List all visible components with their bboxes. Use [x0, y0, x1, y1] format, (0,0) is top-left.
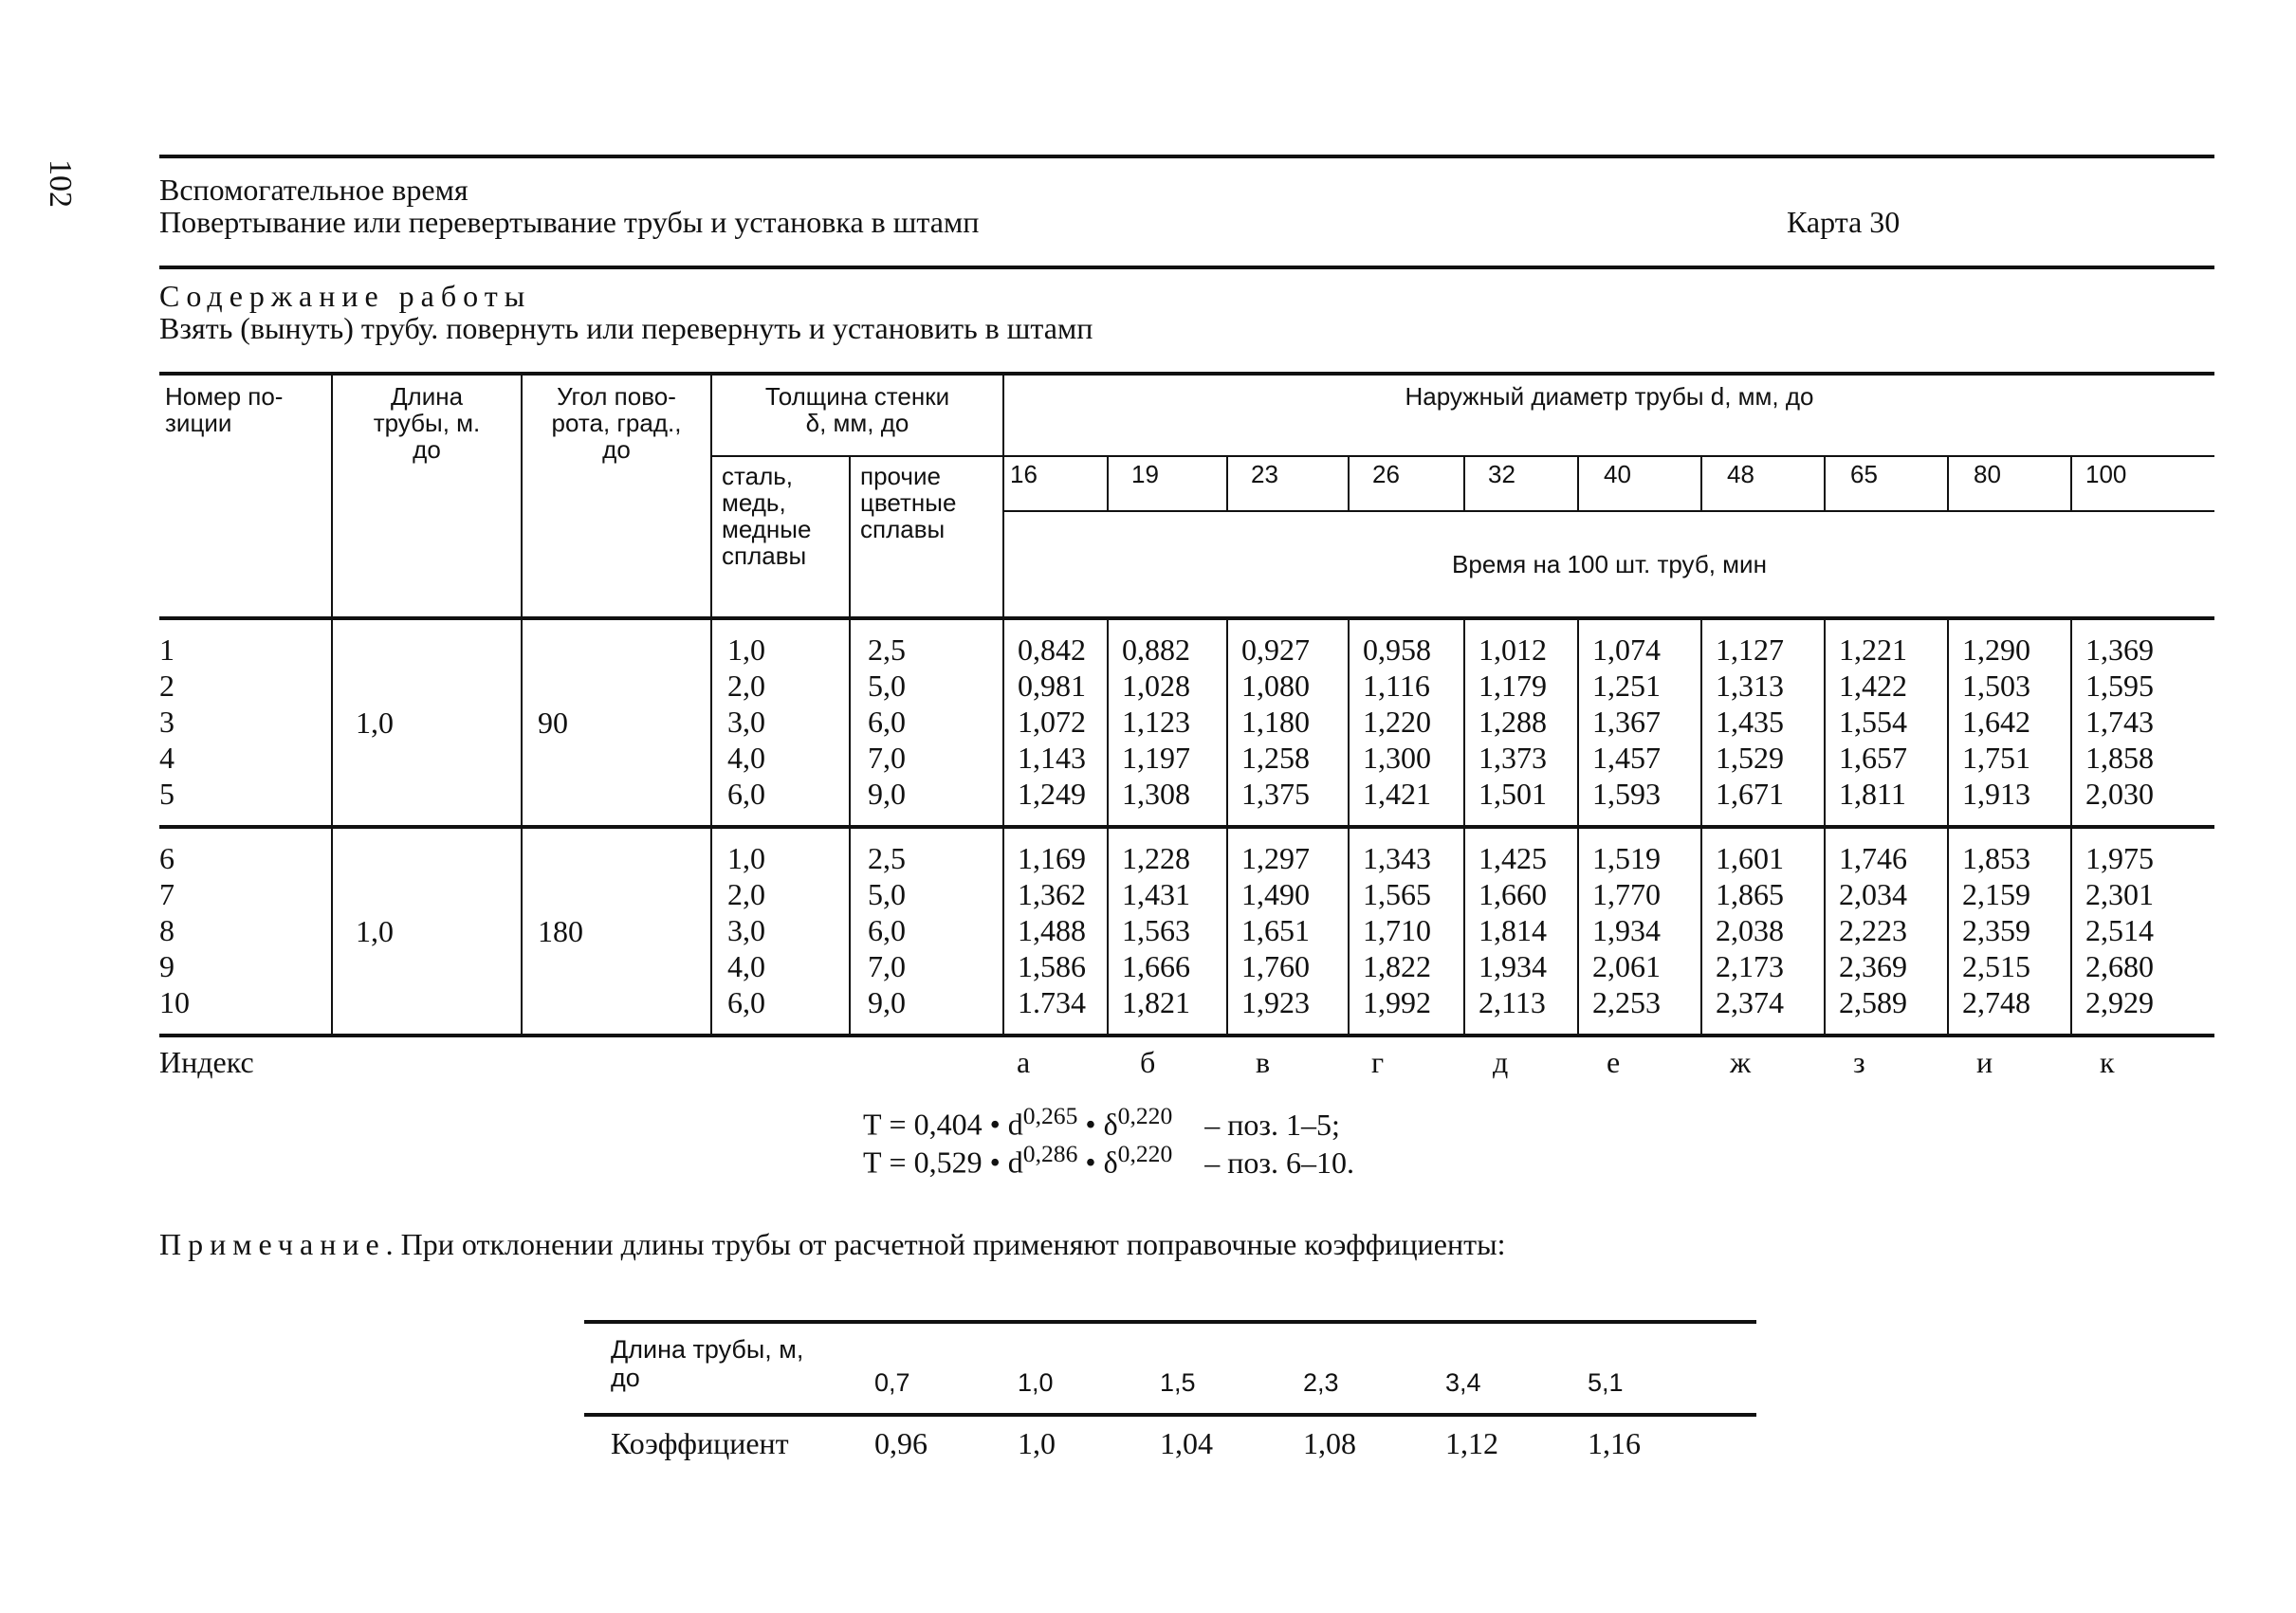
time-value-cell: 1,601 1,865 2,038 2,173 2,374 — [1701, 827, 1825, 1036]
time-value-cell: 1,746 2,034 2,223 2,369 2,589 — [1825, 827, 1948, 1036]
coef-rule-mid — [584, 1413, 1756, 1417]
diam-100: 100 — [2071, 456, 2214, 511]
coef-length-value: 2,3 — [1303, 1368, 1339, 1397]
diam-40: 40 — [1578, 456, 1701, 511]
coef-rule-top — [584, 1320, 1756, 1324]
header-rule — [159, 266, 2214, 269]
time-value-cell: 1,012 1,179 1,288 1,373 1,501 — [1464, 618, 1578, 827]
time-value-cell: 1,853 2,159 2,359 2,515 2,748 — [1948, 827, 2071, 1036]
index-cell: г — [1349, 1036, 1464, 1091]
diam-26: 26 — [1349, 456, 1464, 511]
time-value-cell: 1,343 1,565 1,710 1,822 1,992 — [1349, 827, 1464, 1036]
coef-label: Коэффициент — [611, 1426, 789, 1460]
coef-length-value: 1,5 — [1160, 1368, 1196, 1397]
top-rule — [159, 155, 2214, 158]
formula-exp-delta: 0,220 — [1117, 1102, 1173, 1129]
coef-value: 0,96 — [874, 1426, 928, 1460]
diam-65: 65 — [1825, 456, 1948, 511]
length-cell: 1,0 — [332, 618, 522, 827]
time-value-cell: 1,425 1,660 1,814 1,934 2,113 — [1464, 827, 1578, 1036]
col-angle: Угол пово- рота, град., до — [522, 374, 711, 618]
formula-2 — [863, 1140, 1354, 1181]
time-value-cell: 1,074 1,251 1,367 1,457 1,593 — [1578, 618, 1701, 827]
note-label: Примечание — [159, 1227, 386, 1261]
formula-exp-d: 0,286 — [1022, 1140, 1078, 1167]
diam-23: 23 — [1227, 456, 1349, 511]
diam-16: 16 — [1003, 456, 1108, 511]
coef-length-value: 1,0 — [1018, 1368, 1054, 1397]
coef-length-value: 3,4 — [1445, 1368, 1481, 1397]
index-cell: д — [1464, 1036, 1578, 1091]
col-length: Длина трубы, м. до — [332, 374, 522, 618]
position-cell: 6 7 8 9 10 — [159, 827, 332, 1036]
index-label: Индекс — [159, 1036, 332, 1091]
time-value-cell: 0,958 1,116 1,220 1,300 1,421 — [1349, 618, 1464, 827]
table-body — [159, 618, 2214, 1036]
col-other-alloys: прочие цветные сплавы — [850, 456, 1003, 618]
time-label: Время на 100 шт. труб, мин — [1003, 511, 2214, 618]
index-cell: з — [1825, 1036, 1948, 1091]
index-cell: б — [1108, 1036, 1227, 1091]
coef-value: 1,12 — [1445, 1426, 1498, 1460]
other-thickness-cell: 2,5 5,0 6,0 7,0 9,0 — [850, 618, 1003, 827]
time-value-cell: 1,127 1,313 1,435 1,529 1,671 — [1701, 618, 1825, 827]
length-cell: 1,0 — [332, 827, 522, 1036]
angle-cell: 180 — [522, 827, 711, 1036]
time-value-cell: 1,519 1,770 1,934 2,061 2,253 — [1578, 827, 1701, 1036]
position-cell: 1 2 3 4 5 — [159, 618, 332, 827]
table-group-2 — [159, 827, 2214, 1036]
diam-80: 80 — [1948, 456, 2071, 511]
formula-note: – поз. 1–5; — [1204, 1107, 1340, 1142]
coef-length-value: 5,1 — [1588, 1368, 1624, 1397]
index-cell: и — [1948, 1036, 2071, 1091]
coef-value: 1,08 — [1303, 1426, 1356, 1460]
col-thickness: Толщина стенки δ, мм, до — [711, 374, 1003, 456]
formula-mid: • δ — [1077, 1145, 1118, 1180]
formula-mid: • δ — [1077, 1107, 1118, 1142]
note-text: . При отклонении длины трубы от расчетной применяют поправочные коэффициенты: — [385, 1227, 1506, 1261]
diam-48: 48 — [1701, 456, 1825, 511]
steel-thickness-cell: 1,0 2,0 3,0 4,0 6,0 — [711, 827, 850, 1036]
time-value-cell: 1,169 1,362 1,488 1,586 1.734 — [1003, 827, 1108, 1036]
time-value-cell: 1,290 1,503 1,642 1,751 1,913 — [1948, 618, 2071, 827]
coef-value: 1,0 — [1018, 1426, 1056, 1460]
time-value-cell: 1,297 1,490 1,651 1,760 1,923 — [1227, 827, 1349, 1036]
col-diameter: Наружный диаметр трубы d, мм, до — [1003, 374, 2214, 456]
time-value-cell: 0,927 1,080 1,180 1,258 1,375 — [1227, 618, 1349, 827]
col-steel: сталь, медь, медные сплавы — [711, 456, 850, 618]
formula-exp-delta: 0,220 — [1117, 1140, 1173, 1167]
coef-length-label: Длина трубы, м, до — [611, 1335, 804, 1392]
col-position: Номер по- зиции — [159, 374, 332, 618]
work-text: Взять (вынуть) трубу. повернуть или перевернуть и установить в штамп — [159, 311, 1093, 345]
time-value-cell: 1,228 1,431 1,563 1,666 1,821 — [1108, 827, 1227, 1036]
page-number: 102 — [43, 159, 78, 208]
table-group-1 — [159, 618, 2214, 827]
index-cell: ж — [1701, 1036, 1825, 1091]
formula-lhs: Т = 0,529 • d — [863, 1145, 1023, 1180]
header-line2: Повертывание или перевертывание трубы и установка в штамп — [159, 205, 980, 239]
time-value-cell: 1,975 2,301 2,514 2,680 2,929 — [2071, 827, 2214, 1036]
diam-32: 32 — [1464, 456, 1578, 511]
time-value-cell: 0,882 1,028 1,123 1,197 1,308 — [1108, 618, 1227, 827]
diam-19: 19 — [1108, 456, 1227, 511]
index-cell: а — [1003, 1036, 1108, 1091]
time-value-cell: 1,221 1,422 1,554 1,657 1,811 — [1825, 618, 1948, 827]
index-cell: в — [1227, 1036, 1349, 1091]
note — [159, 1227, 1506, 1261]
coef-value: 1,16 — [1588, 1426, 1641, 1460]
formula-note: – поз. 6–10. — [1204, 1145, 1355, 1180]
other-thickness-cell: 2,5 5,0 6,0 7,0 9,0 — [850, 827, 1003, 1036]
angle-cell: 90 — [522, 618, 711, 827]
time-table — [159, 372, 2214, 1091]
formula-lhs: Т = 0,404 • d — [863, 1107, 1023, 1142]
time-value-cell: 1,369 1,595 1,743 1,858 2,030 — [2071, 618, 2214, 827]
index-cell: к — [2071, 1036, 2214, 1091]
steel-thickness-cell: 1,0 2,0 3,0 4,0 6,0 — [711, 618, 850, 827]
card-number: Карта 30 — [1787, 205, 1901, 239]
formula-exp-d: 0,265 — [1022, 1102, 1078, 1129]
formula-1 — [863, 1102, 1340, 1143]
coef-length-value: 0,7 — [874, 1368, 910, 1397]
coef-value: 1,04 — [1160, 1426, 1213, 1460]
header-line1: Вспомогательное время — [159, 173, 468, 207]
index-cell: е — [1578, 1036, 1701, 1091]
work-title: Содержание работы — [159, 279, 532, 313]
time-value-cell: 0,842 0,981 1,072 1,143 1,249 — [1003, 618, 1108, 827]
